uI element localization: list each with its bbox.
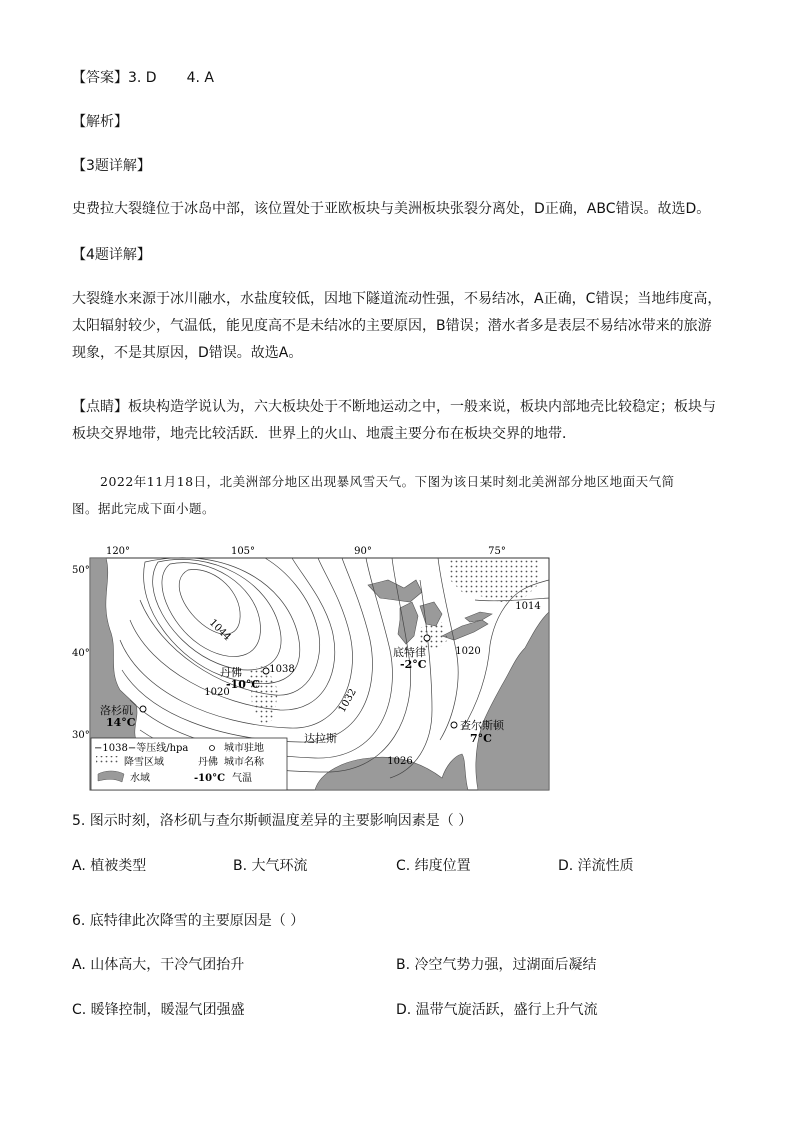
q6-option-a[interactable]: A. 山体高大，干冷气团抬升	[72, 957, 245, 973]
tip-text: 板块构造学说认为，六大板块处于不断地运动之中，一般来说，板块内部地壳比较稳定；板块与板块交界地带，地壳比较活跃．世界上的火山、地震主要分布在板块交界的地带．	[72, 399, 716, 442]
city-marker-los-angeles	[140, 706, 146, 712]
q5-option-b[interactable]: B. 大气环流	[233, 858, 308, 874]
isobar-label-1020-west: 1020	[204, 687, 230, 698]
lat-label-40: 40°	[72, 648, 90, 659]
isobar-label-1020-east: 1020	[455, 646, 481, 657]
lon-label-120: 120°	[105, 546, 131, 557]
lon-label-75: 75°	[488, 546, 506, 557]
q5-option-c[interactable]: C. 纬度位置	[396, 858, 471, 874]
city-marker-charleston	[451, 722, 457, 728]
legend-water: 水域	[130, 773, 150, 784]
legend-city-marker	[210, 746, 215, 751]
legend-snow: 降雪区域	[124, 757, 164, 768]
lat-label-30: 30°	[72, 730, 90, 741]
answer-q4: 4. A	[186, 70, 214, 86]
city-name-detroit: 底特律	[393, 646, 426, 659]
city-temp-los-angeles: 14°C	[106, 716, 136, 729]
legend-isobar: −1038−等压线/hpa	[94, 743, 189, 754]
legend-city: 城市驻地	[224, 743, 264, 754]
city-temp-charleston: 7°C	[470, 732, 492, 745]
q4-detail-label: 【4题详解】	[72, 247, 151, 263]
city-name-los-angeles: 洛杉矶	[100, 704, 133, 717]
city-name-denver: 丹佛	[220, 666, 242, 679]
intro-line-1: 2022年11月18日，北美洲部分地区出现暴风雪天气。下图为该日某时刻北美洲部分地区地面天气简	[100, 474, 675, 489]
q6-option-d[interactable]: D. 温带气旋活跃，盛行上升气流	[396, 1002, 598, 1018]
q5-stem: 5. 图示时刻，洛杉矶与查尔斯顿温度差异的主要影响因素是（ ）	[72, 813, 473, 829]
isobar-label-1014: 1014	[515, 601, 541, 612]
q3-detail-label: 【3题详解】	[72, 158, 151, 174]
q6-option-c[interactable]: C. 暖锋控制，暖湿气团强盛	[72, 1002, 245, 1018]
question-intro	[72, 468, 724, 522]
answer-q3: 3. D	[128, 70, 157, 86]
legend-city-name: 城市名称	[224, 757, 264, 768]
answer-label: 【答案】	[72, 70, 128, 86]
city-temp-detroit: -2°C	[400, 658, 427, 671]
isobar-label-1038: 1038	[269, 664, 295, 675]
legend-city-name-sample: 丹佛	[198, 757, 218, 768]
lon-label-90: 90°	[354, 546, 372, 557]
tip-paragraph	[72, 394, 724, 448]
legend-snow-swatch	[96, 756, 120, 765]
intro-line-2: 图。据此完成下面小题。	[72, 501, 216, 516]
tip-label: 【点睛】	[72, 399, 128, 415]
city-marker-detroit	[424, 635, 430, 641]
lat-label-50: 50°	[72, 565, 90, 576]
city-name-dallas: 达拉斯	[304, 732, 337, 745]
isobar-label-1026: 1026	[387, 756, 413, 767]
q3-detail-text: 史费拉大裂缝位于冰岛中部，该位置处于亚欧板块与美洲板块张裂分离处，D正确，ABC错误。故选D。	[72, 201, 711, 217]
lon-label-105: 105°	[230, 546, 256, 557]
city-temp-denver: -10°C	[226, 678, 261, 691]
isobar-label-1044: 1044	[206, 617, 233, 644]
q6-option-b[interactable]: B. 冷空气势力强，过湖面后凝结	[396, 957, 597, 973]
q5-option-a[interactable]: A. 植被类型	[72, 858, 147, 874]
answer-line	[72, 70, 214, 86]
q6-stem: 6. 底特律此次降雪的主要原因是（ ）	[72, 913, 305, 929]
legend-temp: 气温	[232, 773, 252, 784]
q4-detail-text: 大裂缝水来源于冰川融水，水盐度较低，因地下隧道流动性强，不易结冰，A正确，C错误；当地纬度高，太阳辐射较少，气温低，能见度高不是未结冰的主要原因，B错误；潜水者多是表层不易结冰带来的旅游现象，不是其原因，D错误。故选A。	[72, 291, 722, 361]
weather-map	[70, 540, 552, 792]
isobar-label-1032: 1032	[336, 686, 359, 715]
analysis-label: 【解析】	[72, 114, 128, 130]
city-marker-denver	[263, 668, 269, 674]
legend-temp-sample: -10°C	[194, 773, 226, 784]
city-name-charleston: 查尔斯顿	[460, 719, 504, 732]
q5-option-d[interactable]: D. 洋流性质	[558, 858, 634, 874]
